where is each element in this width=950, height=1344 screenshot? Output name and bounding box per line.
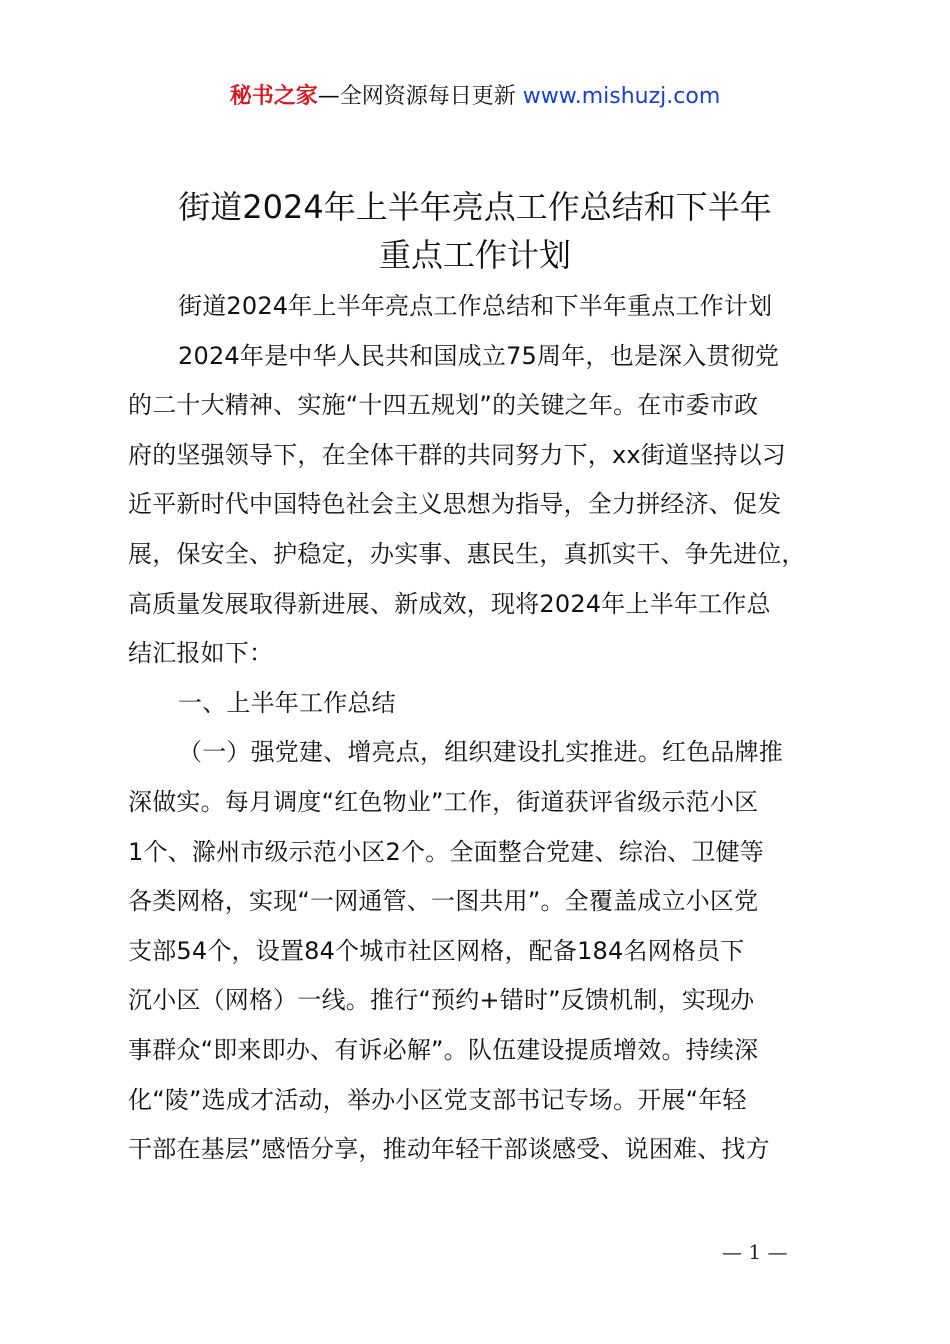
title-line-2: 重点工作计划 <box>378 236 571 274</box>
paragraph-line: 结汇报如下： <box>128 639 274 668</box>
header-slogan: —全网资源每日更新 <box>317 84 523 109</box>
paragraph-line: 近平新时代中国特色社会主义思想为指导，全力拼经济、促发 <box>128 490 782 519</box>
site-url-link[interactable]: www.mishuzj.com <box>522 84 721 109</box>
subtitle-line: 街道2024年上半年亮点工作总结和下半年重点工作计划 <box>178 292 773 320</box>
paragraph-line: 2024年是中华人民共和国成立75周年，也是深入贯彻党 <box>178 341 780 370</box>
paragraph-line: 沉小区（网格）一线。推行“预约+错时”反馈机制，实现办 <box>128 986 755 1015</box>
paragraph-line: 支部54个，设置84个城市社区网格，配备184名网格员下 <box>128 936 745 965</box>
paragraph-line: 1个、滁州市级示范小区2个。全面整合党建、综治、卫健等 <box>128 837 764 866</box>
paragraph-line: 事群众“即来即办、有诉必解”。队伍建设提质增效。持续深 <box>128 1035 759 1064</box>
document-body <box>128 282 828 1175</box>
paragraph-line: 高质量发展取得新进展、新成效，现将2024年上半年工作总 <box>128 589 771 618</box>
title-line-1: 街道2024年上半年亮点工作总结和下半年 <box>178 188 772 226</box>
site-header <box>0 82 950 112</box>
page-number: — 1 — <box>722 1240 788 1264</box>
paragraph-line: 深做实。每月调度“红色物业”工作，街道获评省级示范小区 <box>128 787 759 816</box>
paragraph-line: 展，保安全、护稳定，办实事、惠民生，真抓实干、争先进位， <box>128 539 806 568</box>
brand-name: 秘书之家 <box>229 84 318 109</box>
paragraph-line: 府的坚强领导下，在全体干群的共同努力下，xx街道坚持以习 <box>128 440 787 469</box>
paragraph-line: 干部在基层”感悟分享，推动年轻干部谈感受、说困难、找方 <box>128 1135 770 1164</box>
section-heading: 一、上半年工作总结 <box>178 688 396 717</box>
paragraph-line: （一）强党建、增亮点，组织建设扎实推进。红色品牌推 <box>178 738 783 767</box>
paragraph-line: 的二十大精神、实施“十四五规划”的关键之年。在市委市政 <box>128 391 759 420</box>
paragraph-line: 各类网格，实现“一网通管、一图共用”。全覆盖成立小区党 <box>128 887 759 916</box>
paragraph-line: 化“陵”选成才活动，举办小区党支部书记专场。开展“年轻 <box>128 1085 747 1114</box>
document-title <box>60 183 890 279</box>
